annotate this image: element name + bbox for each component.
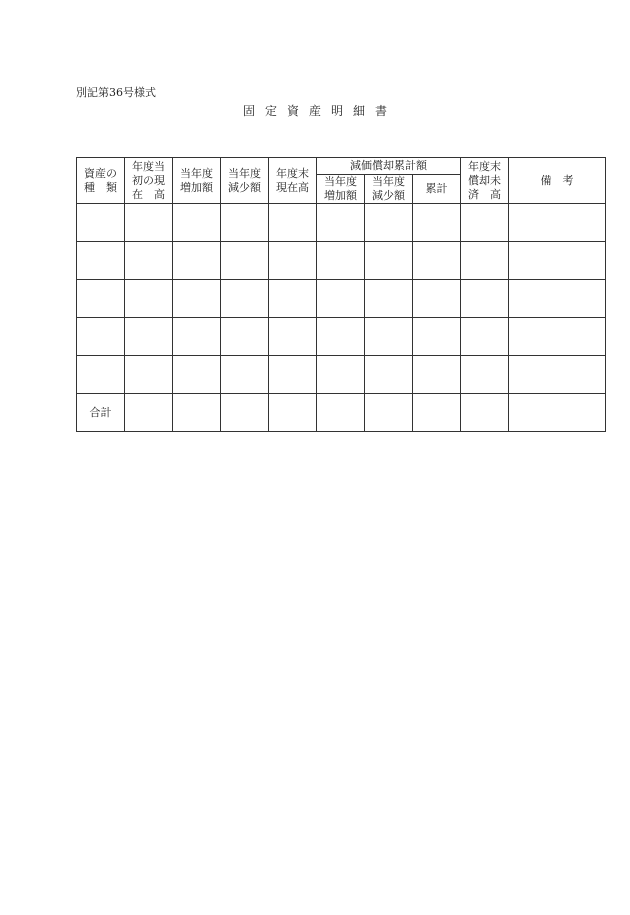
cell	[413, 242, 461, 280]
header-asset-type: 資産の 種 類	[77, 158, 125, 204]
cell	[365, 242, 413, 280]
cell	[509, 394, 606, 432]
header-dep-total: 累計	[413, 175, 461, 204]
cell	[173, 394, 221, 432]
cell	[125, 204, 173, 242]
form-number: 別記第36号様式	[76, 86, 156, 99]
cell	[77, 242, 125, 280]
cell	[77, 356, 125, 394]
cell	[509, 242, 606, 280]
cell	[221, 394, 269, 432]
cell	[77, 318, 125, 356]
cell	[461, 204, 509, 242]
cell	[125, 318, 173, 356]
cell	[269, 394, 317, 432]
cell	[77, 204, 125, 242]
cell	[125, 356, 173, 394]
cell	[509, 280, 606, 318]
cell	[461, 394, 509, 432]
header-dep-increase: 当年度 増加額	[317, 175, 365, 204]
cell	[365, 318, 413, 356]
cell	[509, 204, 606, 242]
cell	[461, 356, 509, 394]
header-decrease: 当年度 減少額	[221, 158, 269, 204]
cell	[221, 280, 269, 318]
header-increase: 当年度 増加額	[173, 158, 221, 204]
header-dep-decrease: 当年度 減少額	[365, 175, 413, 204]
cell	[125, 242, 173, 280]
cell	[413, 280, 461, 318]
cell	[269, 356, 317, 394]
cell	[269, 318, 317, 356]
cell	[365, 204, 413, 242]
header-undepreciated: 年度末 償却未 済 高	[461, 158, 509, 204]
cell	[413, 204, 461, 242]
title-char: 産	[308, 104, 321, 118]
table-row	[77, 242, 606, 280]
cell	[173, 280, 221, 318]
page-title	[0, 102, 630, 119]
cell	[461, 280, 509, 318]
header-start-balance: 年度当 初の現 在 高	[125, 158, 173, 204]
cell	[509, 318, 606, 356]
cell	[173, 356, 221, 394]
cell	[413, 318, 461, 356]
cell	[269, 280, 317, 318]
cell	[317, 394, 365, 432]
cell	[317, 318, 365, 356]
table-row	[77, 318, 606, 356]
cell	[221, 204, 269, 242]
cell	[269, 204, 317, 242]
table-row	[77, 280, 606, 318]
cell	[365, 356, 413, 394]
cell	[461, 242, 509, 280]
cell	[77, 280, 125, 318]
cell	[173, 318, 221, 356]
fixed-asset-table	[76, 157, 606, 432]
cell	[413, 356, 461, 394]
cell	[317, 356, 365, 394]
title-char: 明	[331, 104, 344, 118]
cell	[317, 242, 365, 280]
header-remarks: 備 考	[509, 158, 606, 204]
cell	[413, 394, 461, 432]
table-row	[77, 356, 606, 394]
cell	[221, 318, 269, 356]
cell	[125, 280, 173, 318]
cell	[365, 280, 413, 318]
cell	[317, 204, 365, 242]
title-char: 定	[264, 104, 277, 118]
cell	[173, 242, 221, 280]
total-label: 合計	[77, 394, 125, 432]
cell	[365, 394, 413, 432]
cell	[125, 394, 173, 432]
title-char: 固	[242, 104, 255, 118]
table-row	[77, 204, 606, 242]
total-row	[77, 394, 606, 432]
title-char: 書	[375, 104, 388, 118]
header-end-balance: 年度末 現在高	[269, 158, 317, 204]
cell	[509, 356, 606, 394]
header-depreciation-group: 減価償却累計額	[317, 158, 461, 175]
title-char: 資	[286, 104, 299, 118]
cell	[461, 318, 509, 356]
cell	[317, 280, 365, 318]
cell	[221, 242, 269, 280]
title-char: 細	[353, 104, 366, 118]
cell	[173, 204, 221, 242]
cell	[221, 356, 269, 394]
cell	[269, 242, 317, 280]
